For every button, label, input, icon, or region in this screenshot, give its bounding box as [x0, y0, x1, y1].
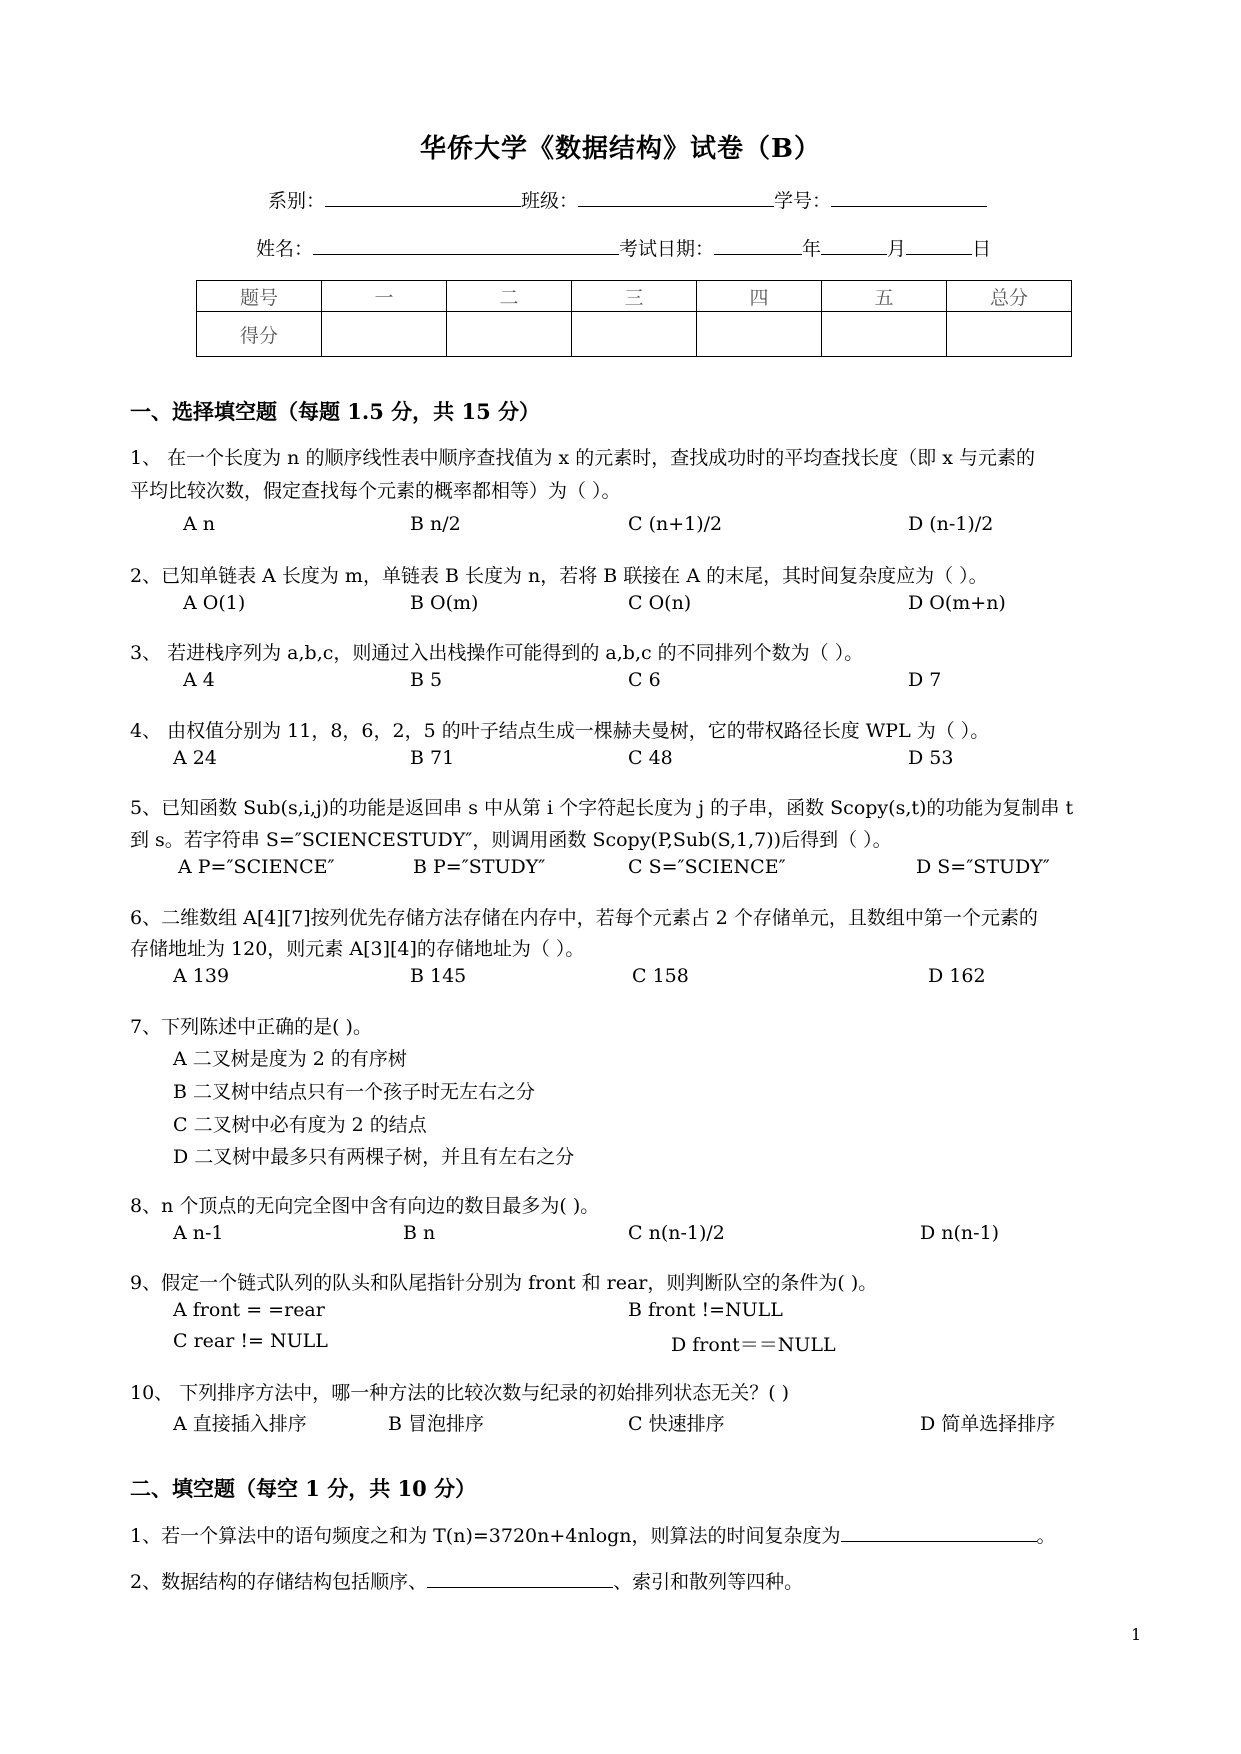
month-blank[interactable] [821, 234, 887, 255]
option-a: A 24 [173, 747, 217, 769]
option-d: D S=″STUDY″ [916, 856, 1050, 878]
score-cell[interactable] [572, 312, 697, 357]
option-a: A 139 [173, 965, 230, 987]
score-table-score-row [197, 312, 1072, 357]
option-b: B 二叉树中结点只有一个孩子时无左右之分 [173, 1081, 536, 1103]
option-c: C O(n) [628, 592, 692, 614]
option-a: A P=″SCIENCE″ [178, 856, 335, 878]
question-3-line-1: 3、 若进栈序列为 a,b,c，则通过入出栈操作可能得到的 a,b,c 的不同排列个数为（ ）。 [130, 642, 864, 664]
header-cell: 总分 [947, 281, 1072, 312]
option-d: D 二叉树中最多只有两棵子树，并且有左右之分 [173, 1146, 575, 1168]
question-6-line-2: 存储地址为 120，则元素 A[3][4]的存储地址为（ ）。 [130, 938, 585, 960]
option-d: D n(n-1) [920, 1222, 1000, 1244]
question-5-line-2: 到 s。若字符串 S=″SCIENCESTUDY″，则调用函数 Scopy(P,Sub(S,1,7))后得到（ ）。 [130, 829, 892, 851]
info-row-2 [256, 234, 991, 261]
option-c: C 48 [628, 747, 673, 769]
header-cell: 五 [822, 281, 947, 312]
year-blank[interactable] [714, 234, 802, 255]
question-8-line-1: 8、n 个顶点的无向完全图中含有向边的数目最多为( )。 [130, 1195, 600, 1217]
fill-question-2-text: 2、数据结构的存储结构包括顺序、 [130, 1571, 428, 1593]
score-cell[interactable] [322, 312, 447, 357]
header-cell: 四 [697, 281, 822, 312]
question-6-line-1: 6、二维数组 A[4][7]按列优先存储方法存储在内存中，若每个元素占 2 个存储单元，且数组中第一个元素的 [130, 907, 1038, 929]
option-d: D 162 [928, 965, 986, 987]
question-10-line-1: 10、 下列排序方法中，哪一种方法的比较次数与纪录的初始排列状态无关？( ) [130, 1382, 790, 1404]
score-table [196, 280, 1072, 357]
answer-blank[interactable] [427, 1567, 613, 1588]
option-c: C 6 [628, 669, 661, 691]
option-b: B 冒泡排序 [388, 1413, 485, 1435]
option-a: A O(1) [183, 592, 246, 614]
exam-date-label: 考试日期： [619, 238, 715, 260]
header-cell: 题号 [197, 281, 322, 312]
header-cell: 一 [322, 281, 447, 312]
score-cell[interactable] [947, 312, 1072, 357]
option-d: D front＝＝NULL [671, 1334, 836, 1356]
option-d: D 简单选择排序 [920, 1413, 1056, 1435]
dept-label: 系别： [268, 190, 326, 212]
option-b: B n/2 [410, 513, 461, 535]
info-row-1 [268, 186, 987, 213]
answer-blank[interactable] [841, 1521, 1037, 1542]
exam-title: 华侨大学《数据结构》试卷（B） [420, 134, 821, 164]
option-b: B n [403, 1222, 436, 1244]
name-blank[interactable] [313, 234, 619, 255]
section-2-heading: 二、填空题（每空 1 分，共 10 分） [130, 1476, 477, 1501]
fill-question-1-text: 1、若一个算法中的语句频度之和为 T(n)=3720n+4nlogn，则算法的时间复杂度为 [130, 1525, 841, 1547]
question-7-line-1: 7、下列陈述中正确的是( )。 [130, 1016, 372, 1038]
year-label: 年 [802, 238, 822, 260]
score-cell[interactable] [697, 312, 822, 357]
option-c: C S=″SCIENCE″ [628, 856, 786, 878]
option-d: D 53 [908, 747, 954, 769]
option-d: D (n-1)/2 [908, 513, 994, 535]
header-cell: 三 [572, 281, 697, 312]
option-a: A 4 [183, 669, 215, 691]
option-c: C rear != NULL [173, 1330, 328, 1352]
question-2-line-1: 2、已知单链表 A 长度为 m，单链表 B 长度为 n，若将 B 联接在 A 的末尾，其时间复杂度应为（ ）。 [130, 565, 988, 587]
score-cell[interactable] [822, 312, 947, 357]
day-blank[interactable] [906, 234, 972, 255]
option-d: D 7 [908, 669, 942, 691]
option-b: B front !=NULL [628, 1299, 783, 1321]
option-c: C 158 [632, 965, 689, 987]
option-b: B P=″STUDY″ [413, 856, 546, 878]
option-b: B 5 [410, 669, 443, 691]
question-5-line-1: 5、已知函数 Sub(s,i,j)的功能是返回串 s 中从第 i 个字符起长度为 j 的子串，函数 Scopy(s,t)的功能为复制串 t [130, 797, 1074, 819]
option-d: D O(m+n) [908, 592, 1006, 614]
class-blank[interactable] [578, 186, 774, 207]
fill-question-1 [130, 1521, 1056, 1548]
question-1-line-2: 平均比较次数，假定查找每个元素的概率都相等）为（ ）。 [130, 480, 621, 502]
day-label: 日 [972, 238, 992, 260]
name-label: 姓名： [256, 238, 314, 260]
option-b: B 71 [410, 747, 455, 769]
student-id-label: 学号： [774, 190, 832, 212]
score-cell[interactable] [447, 312, 572, 357]
score-table-header-row [197, 281, 1072, 312]
option-c: C n(n-1)/2 [628, 1222, 725, 1244]
option-a: A n-1 [173, 1222, 224, 1244]
class-label: 班级： [521, 190, 579, 212]
option-c: C (n+1)/2 [628, 513, 723, 535]
dept-blank[interactable] [325, 186, 521, 207]
question-9-line-1: 9、假定一个链式队列的队头和队尾指针分别为 front 和 rear，则判断队空的条件为( )。 [130, 1272, 878, 1294]
option-b: B 145 [410, 965, 467, 987]
option-a: A front = =rear [173, 1299, 325, 1321]
fill-question-2 [130, 1567, 803, 1594]
page-number: 1 [1131, 1625, 1142, 1644]
section-1-heading: 一、选择填空题（每题 1.5 分，共 15 分） [130, 399, 541, 424]
score-row-label: 得分 [197, 312, 322, 357]
option-a: A 二叉树是度为 2 的有序树 [173, 1048, 407, 1070]
option-c: C 二叉树中必有度为 2 的结点 [173, 1114, 427, 1136]
header-cell: 二 [447, 281, 572, 312]
question-4-line-1: 4、 由权值分别为 11，8，6，2，5 的叶子结点生成一棵赫夫曼树，它的带权路径长度 WPL 为（ ）。 [130, 720, 990, 742]
fill-question-1-end: 。 [1036, 1525, 1056, 1547]
option-a: A n [183, 513, 215, 535]
fill-question-2-end: 、索引和散列等四种。 [613, 1571, 804, 1593]
option-a: A 直接插入排序 [173, 1413, 307, 1435]
student-id-blank[interactable] [831, 186, 987, 207]
month-label: 月 [887, 238, 907, 260]
question-1-line-1: 1、 在一个长度为 n 的顺序线性表中顺序查找值为 x 的元素时，查找成功时的平均查找长度（即 x 与元素的 [130, 447, 1036, 469]
option-b: B O(m) [410, 592, 479, 614]
option-c: C 快速排序 [628, 1413, 725, 1435]
